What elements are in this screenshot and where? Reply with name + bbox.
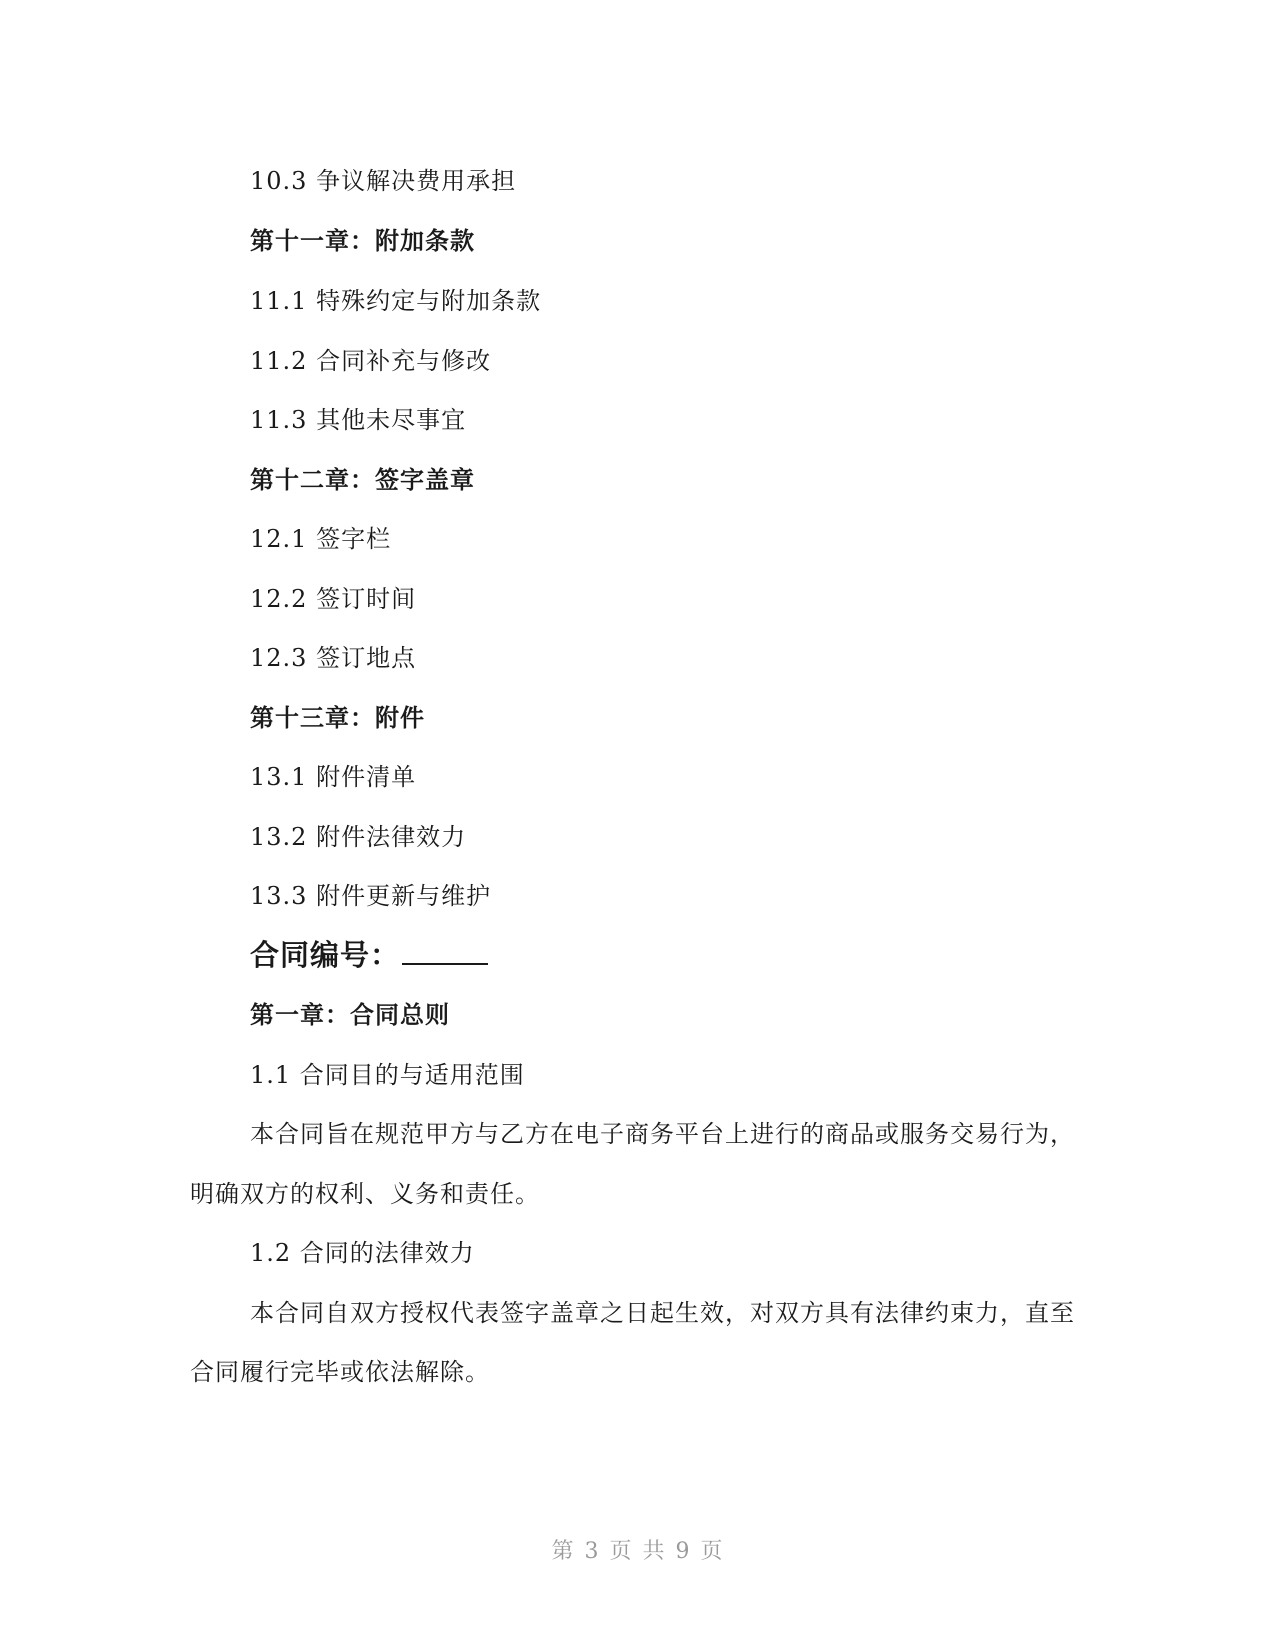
page-footer (0, 1538, 1275, 1566)
item-11-2: 11.2 合同补充与修改 (250, 347, 492, 375)
contract-number-blank (402, 939, 488, 965)
footer-current-page: 3 (584, 1539, 600, 1564)
paragraph-1-2-line-2: 合同履行完毕或依法解除。 (190, 1358, 490, 1386)
item-13-3: 13.3 附件更新与维护 (250, 882, 492, 910)
footer-total-pages: 9 (675, 1539, 691, 1564)
paragraph-1-2-line-1: 本合同自双方授权代表签字盖章之日起生效，对双方具有法律约束力，直至 (250, 1299, 1075, 1327)
footer-label-ye-2: 页 (700, 1539, 724, 1564)
chapter-12-heading: 第十二章：签字盖章 (250, 466, 475, 494)
footer-label-gong: 共 (642, 1539, 666, 1564)
item-12-2: 12.2 签订时间 (250, 585, 417, 613)
paragraph-1-1-line-1: 本合同旨在规范甲方与乙方在电子商务平台上进行的商品或服务交易行为， (250, 1120, 1075, 1148)
contract-number-label: 合同编号： (250, 938, 401, 972)
footer-label-ye: 页 (609, 1539, 633, 1564)
chapter-1-heading: 第一章：合同总则 (250, 1001, 450, 1029)
item-13-1: 13.1 附件清单 (250, 763, 417, 791)
item-11-1: 11.1 特殊约定与附加条款 (250, 287, 542, 315)
item-1-1: 1.1 合同目的与适用范围 (250, 1061, 525, 1089)
item-10-3: 10.3 争议解决费用承担 (250, 167, 517, 195)
chapter-11-heading: 第十一章：附加条款 (250, 227, 475, 255)
item-1-2: 1.2 合同的法律效力 (250, 1239, 475, 1267)
chapter-13-heading: 第十三章：附件 (250, 704, 425, 732)
footer-label-di: 第 (551, 1539, 575, 1564)
item-12-1: 12.1 签字栏 (250, 525, 392, 553)
contract-number-heading (250, 937, 488, 973)
item-12-3: 12.3 签订地点 (250, 644, 417, 672)
paragraph-1-1-line-2: 明确双方的权利、义务和责任。 (190, 1180, 540, 1208)
item-13-2: 13.2 附件法律效力 (250, 823, 467, 851)
item-11-3: 11.3 其他未尽事宜 (250, 406, 467, 434)
